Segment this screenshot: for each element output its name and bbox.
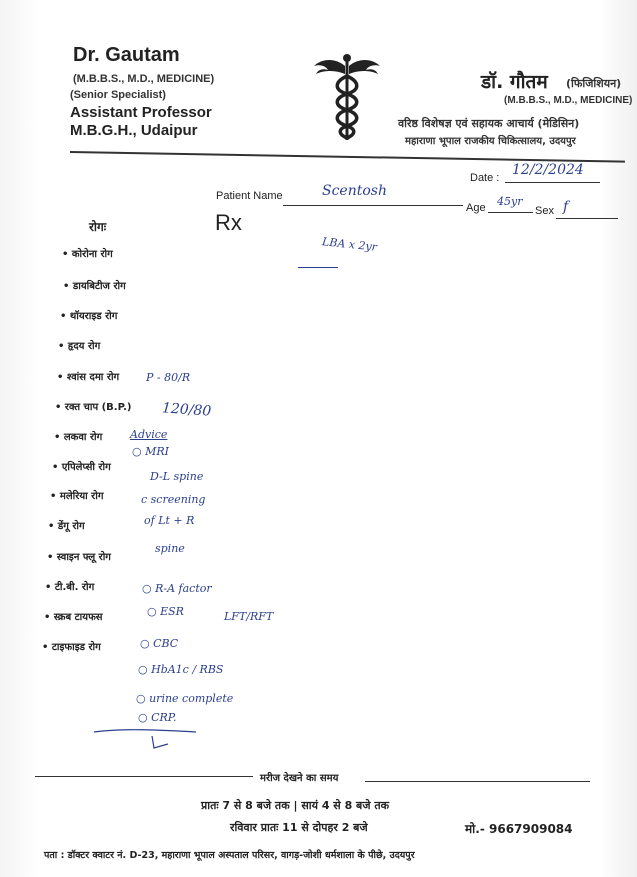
age-label: Age (466, 202, 486, 214)
disease-item: • स्वाइन फ्लू रोग (47, 552, 111, 563)
doctor-position-hindi: वरिष्ठ विशेषज्ञ एवं सहायक आचार्य (मेडिसिन) (398, 117, 580, 130)
age-underline (488, 212, 533, 213)
timing-title: मरीज देखने का समय (260, 773, 339, 784)
patient-name-label: Patient Name (216, 190, 283, 202)
sex-underline (556, 218, 618, 219)
sex-label: Sex (535, 205, 554, 217)
rx-label: Rx (215, 210, 242, 235)
doctor-position: Assistant Professor (70, 104, 212, 121)
doctor-name: Dr. Gautam (73, 44, 180, 66)
footer-rule-left (35, 776, 253, 777)
complaint-underline (298, 267, 338, 268)
advice-note: Advice (130, 428, 168, 441)
date-underline (505, 182, 600, 183)
disease-item: • श्वांस दमा रोग (57, 372, 120, 383)
timing-weekday: प्रातः 7 से 8 बजे तक | सायं 4 से 8 बजे तक (201, 799, 390, 812)
doctor-specialist: (Senior Specialist) (70, 89, 166, 101)
footer-rule-right (365, 781, 590, 782)
esr-note: ○ ESR (147, 605, 184, 618)
patient-name-value: Scentosh (322, 183, 387, 199)
doctor-name-hindi: डॉ. गौतम (481, 71, 548, 93)
disease-item: • हृदय रोग (58, 341, 101, 352)
caduceus-icon (312, 52, 382, 144)
doctor-hospital-hindi: महाराणा भूपाल राजकीय चिकित्सालय, उदयपुर (405, 136, 576, 147)
spine-note: D-L spine (150, 470, 204, 483)
age-value: 45yr (497, 195, 523, 208)
address: पता : डॉक्टर क्वाटर नं. D-23, महाराणा भूपाल अस्पताल परिसर, वागड़-जोशी धर्मशाला के पीछे, उदयपुर (44, 850, 415, 861)
disease-item: • लकवा रोग (54, 432, 103, 443)
disease-item: • कोरोना रोग (62, 249, 113, 260)
disease-item: • एपिलेप्सी रोग (52, 462, 111, 473)
date-label: Date : (470, 172, 500, 184)
complaint-note: LBA x 2yr (321, 235, 378, 254)
ra-factor-note: ○ R-A factor (142, 582, 212, 595)
doctor-hospital: M.B.G.H., Udaipur (70, 122, 198, 139)
mobile-number: मो.- 9667909084 (465, 822, 573, 836)
disease-item: • मलेरिया रोग (50, 491, 104, 502)
signature-mark (92, 722, 202, 752)
disease-item: • टी.बी. रोग (45, 582, 95, 593)
hba1c-note: ○ HbA1c / RBS (138, 663, 224, 676)
disease-item: • स्क्रब टायफस (44, 612, 103, 623)
rog-label: रोगः (89, 220, 107, 234)
bp-note: 120/80 (161, 400, 212, 420)
screening-note: c screening (141, 493, 206, 506)
disease-item: • डायबिटीज रोग (63, 281, 126, 292)
doctor-degrees: (M.B.B.S., M.D., MEDICINE) (73, 73, 215, 85)
crp-note: ○ CRP. (138, 711, 177, 724)
cbc-note: ○ CBC (140, 637, 179, 650)
date-value: 12/2/2024 (512, 162, 584, 178)
pulse-note: P - 80/R (146, 371, 191, 384)
disease-item: • रक्त चाप (B.P.) (55, 402, 132, 413)
spine2-note: spine (155, 542, 185, 555)
disease-item: • टाइफाइड रोग (42, 642, 101, 653)
sex-value: f (563, 199, 569, 215)
urine-note: ○ urine complete (136, 692, 234, 705)
doctor-degrees-right: (M.B.B.S., M.D., MEDICINE) (504, 95, 633, 106)
doctor-role-hindi: (फिजिशियन) (566, 77, 622, 90)
disease-item: • थॉयराइड रोग (60, 311, 118, 322)
lft-rft-note: LFT/RFT (224, 610, 274, 623)
mri-note: ○ MRI (132, 445, 169, 458)
patient-name-underline (283, 205, 463, 206)
disease-item: • डेंगू रोग (48, 521, 85, 532)
timing-sunday: रविवार प्रातः 11 से दोपहर 2 बजे (230, 821, 368, 834)
lt-r-note: of Lt + R (144, 514, 195, 527)
